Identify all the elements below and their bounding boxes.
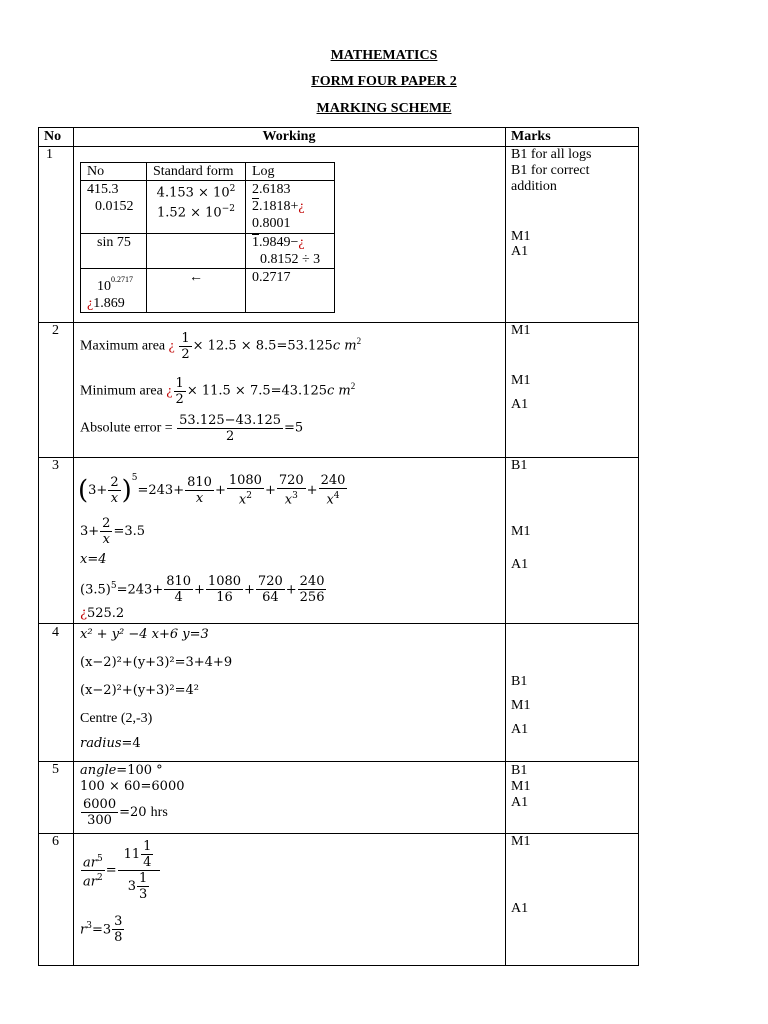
mark-text: M1 <box>511 779 531 794</box>
log-table-cell: sin 75 <box>81 234 147 269</box>
question-number: 2 <box>52 323 59 338</box>
paper-title: FORM FOUR PAPER 2 <box>311 74 457 89</box>
header-marks: Marks <box>511 129 551 144</box>
log-table-cell: 2.6183 2.1818+¿ 0.8001 <box>246 181 335 234</box>
centre-line: Centre (2,-3) <box>80 711 153 726</box>
log-table-cell: 415.3 0.0152 <box>81 181 147 234</box>
scheme-title: MARKING SCHEME <box>316 101 452 116</box>
mark-text: A1 <box>511 397 529 412</box>
time-line: $\frac{6000}{300}$ =20 hrs <box>83 797 168 828</box>
log-table <box>80 162 335 313</box>
log-table-header-no: No <box>81 163 147 181</box>
mark-text: B1 <box>511 763 528 778</box>
mark-text: A1 <box>511 795 529 810</box>
evaluation-line: $(3.5)^5=243+$ $\frac{810}{4}$ + $\frac{1080}{16}$ + $\frac{720}{64}$ + $\frac{240}{256}$ <box>80 574 325 606</box>
log-table-cell: ← <box>147 269 246 313</box>
mark-text: M1 <box>511 698 531 713</box>
result-line: ¿525.2 <box>80 606 125 621</box>
x-value-line: x=4 <box>80 552 107 567</box>
minimum-area-line: Minimum area ¿ $\frac{1}{2}$ × 11.5 × 7.5=43.125c $m^2$ <box>80 375 356 407</box>
log-table-header-log: Log <box>246 163 335 181</box>
log-table-cell <box>147 234 246 269</box>
radius-line: radius=4 <box>80 736 141 751</box>
header-no: No <box>44 129 62 144</box>
completing-square-line: (x−2)²+(y+3)²=3+4+9 <box>80 655 233 670</box>
question-number: 4 <box>52 625 59 640</box>
question-number: 5 <box>52 762 59 777</box>
log-table-header-standard-form: Standard form <box>147 163 246 181</box>
log-table-cell: 1.9849−¿ 0.8152 ÷ 3 <box>246 234 335 269</box>
mark-text: M1 <box>511 373 531 388</box>
mark-text: B1 for all logs <box>511 147 592 162</box>
mark-text: A1 <box>511 557 529 572</box>
mark-text: M1 <box>511 229 531 244</box>
mark-text: B1 for correct <box>511 163 590 178</box>
maximum-area-line: Maximum area ¿ $\frac{1}{2}$ × 12.5 × 8.5=53.125c $m^2$ <box>80 330 362 362</box>
absolute-error-line: Absolute error = $\frac{53.125-43.125}{2}$ =5 <box>80 413 304 444</box>
log-table-cell: $10^{0.2717}$ ¿1.869 <box>81 269 147 313</box>
circle-equation-line: x² + y² −4 x+6 y=3 <box>80 627 209 642</box>
question-number: 1 <box>46 147 53 162</box>
r-cubed-line: $r^3=3$ $\frac{3}{8}$ <box>80 914 123 946</box>
mark-text: M1 <box>511 834 531 849</box>
mark-text: M1 <box>511 524 531 539</box>
mark-text: A1 <box>511 244 529 259</box>
question-number: 3 <box>52 458 59 473</box>
header-working: Working <box>262 129 316 144</box>
mark-text: B1 <box>511 458 528 473</box>
mark-text: B1 <box>511 674 528 689</box>
log-table-cell: $4.153 \times 10^2$ $1.52 \times 10^{-2}$ <box>147 181 246 234</box>
angle-line: angle=100 ° <box>80 763 163 778</box>
ratio-line: $\frac{ar^5}{ar^2}$ = 11 $\frac{1}{4}$ 3 $\frac{1}{3}$ <box>80 838 161 904</box>
substitution-line: 3+ $\frac{2}{x}$ =3.5 <box>80 516 146 547</box>
mark-text: A1 <box>511 722 529 737</box>
mark-text: A1 <box>511 901 529 916</box>
question-number: 6 <box>52 834 59 849</box>
binomial-expansion-line: (3+ $\frac{2}{x}$ )$^5$=243+ $\frac{810}{x}$ + $\frac{1080}{x^2}$ + $\frac{720}{x^3}$ + $\frac{240}{x^4}$ <box>78 473 346 508</box>
standard-form-line: (x−2)²+(y+3)²=4² <box>80 683 199 698</box>
log-table-cell: 0.2717 <box>246 269 335 313</box>
mark-text: M1 <box>511 323 531 338</box>
subject-title: MATHEMATICS <box>330 48 438 63</box>
mark-text: addition <box>511 179 557 194</box>
distance-line: 100 × 60=6000 <box>80 779 185 794</box>
